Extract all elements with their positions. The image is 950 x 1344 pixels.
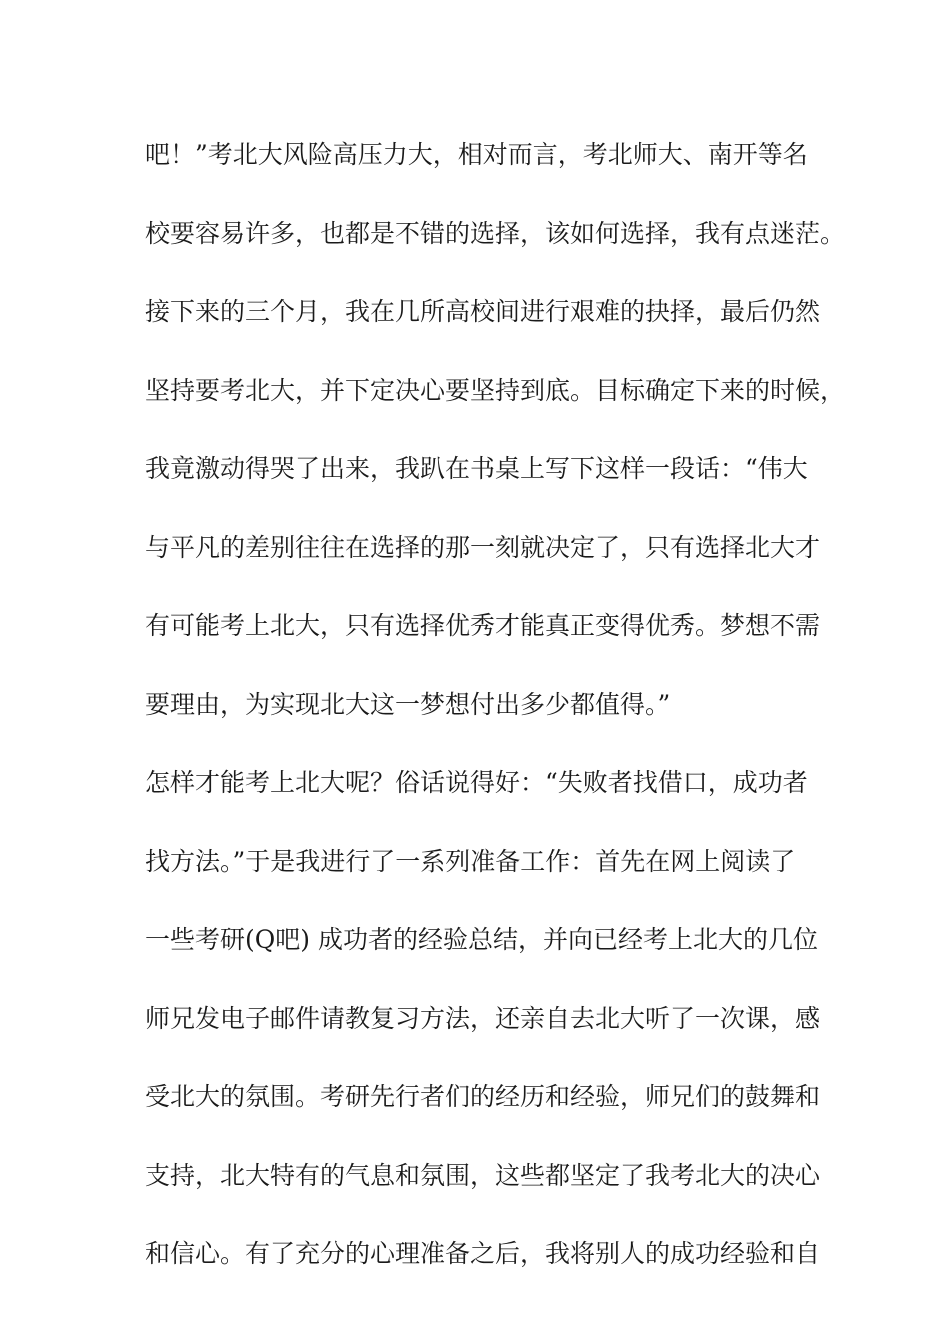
text-line: 接下来的三个月，我在几所高校间进行艰难的抉择，最后仍然 bbox=[145, 297, 821, 326]
text-line: 校要容易许多，也都是不错的选择，该如何选择，我有点迷茫。 bbox=[145, 218, 846, 248]
text-line: 师兄发电子邮件请教复习方法，还亲自去北大听了一次课，感 bbox=[145, 1003, 821, 1033]
text-line: 和信心。有了充分的心理准备之后，我将别人的成功经验和自 bbox=[145, 1239, 821, 1268]
text-line: 要理由，为实现北大这一梦想付出多少都值得。” bbox=[145, 689, 671, 719]
text-line: 吧！”考北大风险高压力大，相对而言，考北师大、南开等名 bbox=[145, 140, 808, 169]
text-line: 支持，北大特有的气息和氛围，这些都坚定了我考北大的决心 bbox=[145, 1160, 821, 1190]
text-line: 我竟激动得哭了出来，我趴在书桌上写下这样一段话：“伟大 bbox=[145, 454, 808, 483]
text-line: 受北大的氛围。考研先行者们的经历和经验，师兄们的鼓舞和 bbox=[145, 1082, 821, 1111]
text-line: 有可能考上北大，只有选择优秀才能真正变得优秀。梦想不需 bbox=[145, 611, 821, 640]
text-line: 坚持要考北大，并下定决心要坚持到底。目标确定下来的时候， bbox=[145, 375, 846, 405]
text-line: 一些考研(Q吧) 成功者的经验总结，并向已经考上北大的几位 bbox=[145, 925, 818, 954]
text-line: 怎样才能考上北大呢？俗话说得好：“失败者找借口，成功者 bbox=[145, 768, 808, 797]
body-text bbox=[145, 130, 845, 1308]
text-line: 与平凡的差别往往在选择的那一刻就决定了，只有选择北大才 bbox=[145, 532, 821, 562]
text-line: 找方法。”于是我进行了一系列准备工作：首先在网上阅读了 bbox=[145, 846, 796, 876]
